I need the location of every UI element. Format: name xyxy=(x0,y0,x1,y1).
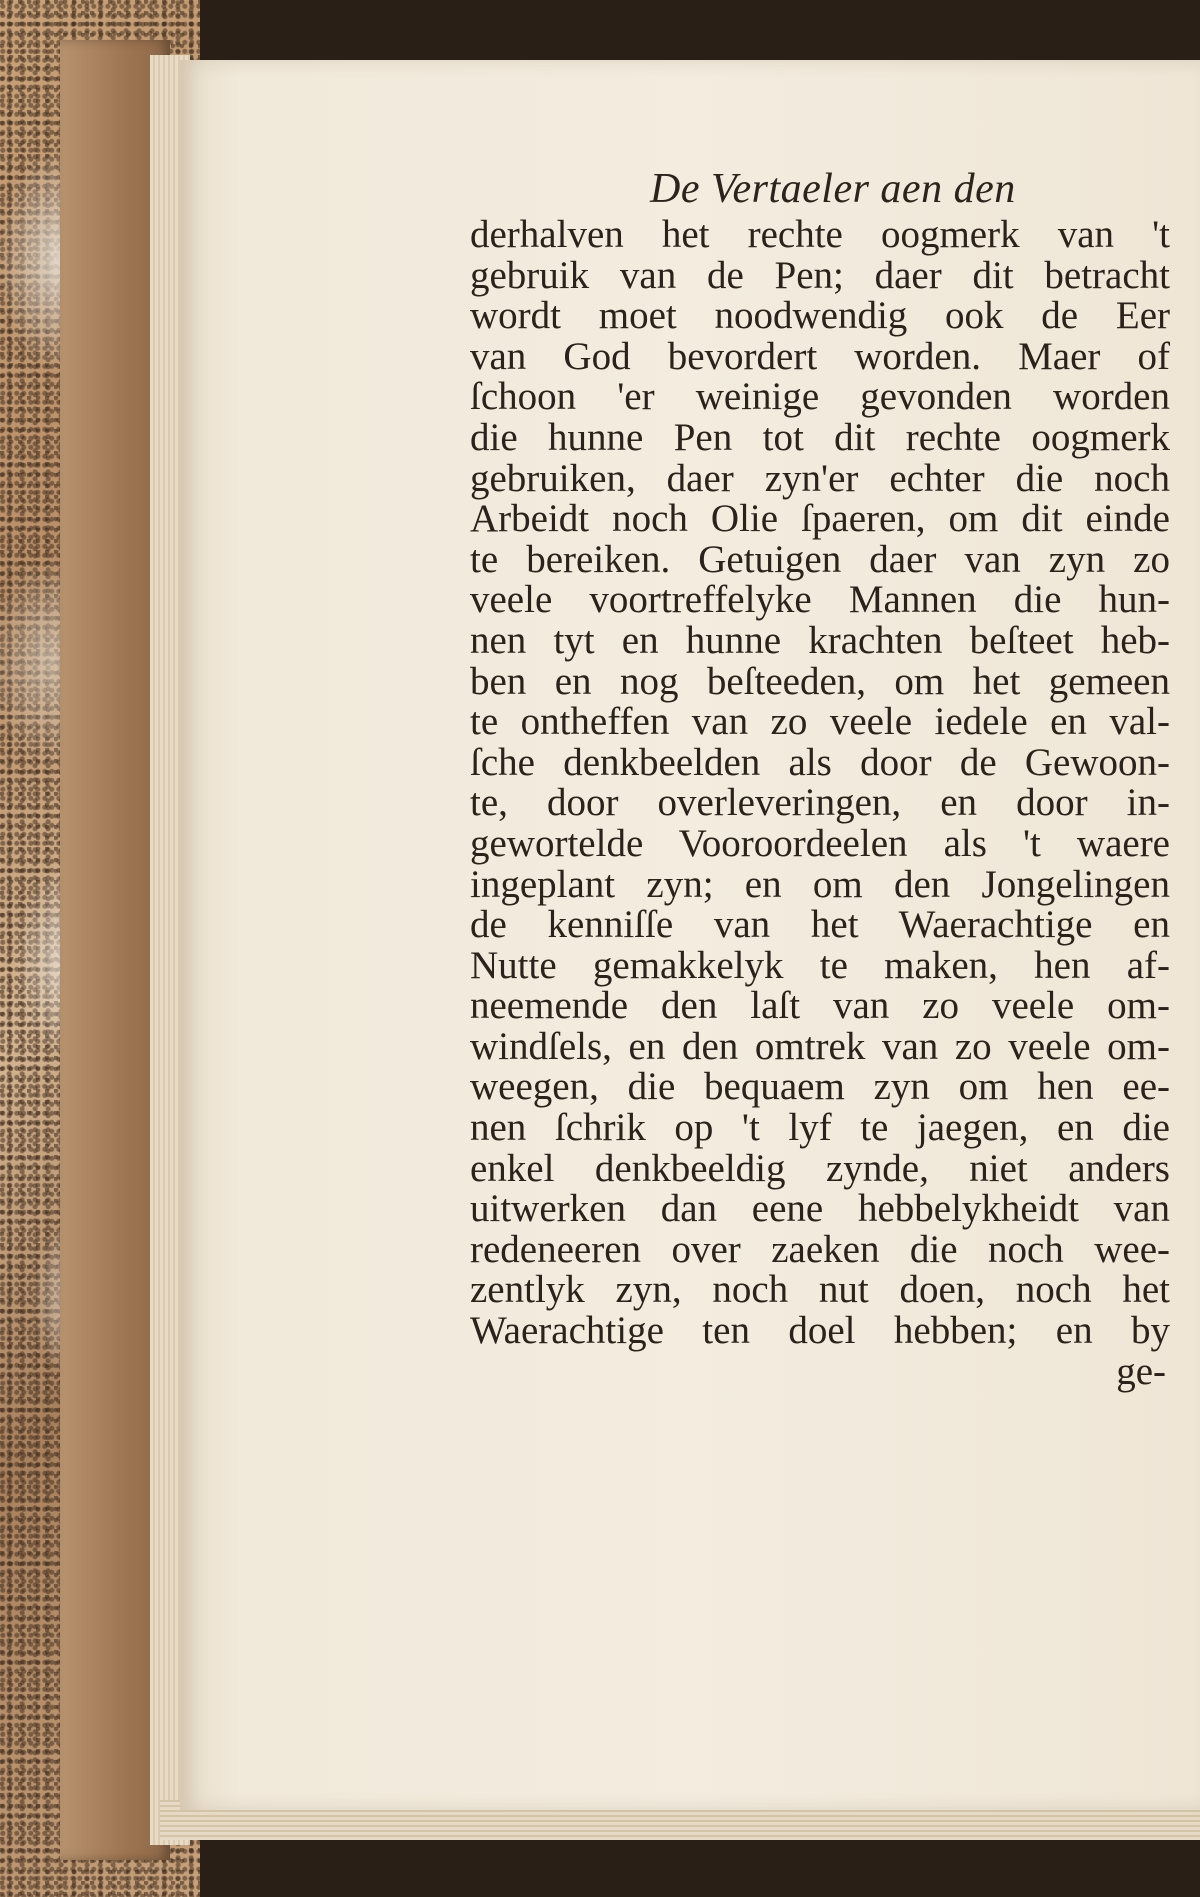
text-line: Waerachtige ten doel hebben; en by xyxy=(470,1309,1170,1353)
text-line: te bereiken. Getuigen daer van zyn zo xyxy=(470,537,1170,581)
text-line: ſchoon 'er weinige gevonden worden xyxy=(470,375,1170,419)
text-line: wordt moet noodwendig ook de Eer xyxy=(470,294,1170,338)
text-line: te ontheffen van zo veele iedele en val- xyxy=(470,700,1170,744)
text-line: redeneeren over zaeken die noch wee- xyxy=(470,1227,1170,1271)
text-line: de kenniſſe van het Waerachtige en xyxy=(470,903,1170,947)
body-text xyxy=(470,215,1170,1392)
text-line: windſels, en den omtrek van zo veele om- xyxy=(470,1024,1170,1068)
text-line: derhalven het rechte oogmerk van 't xyxy=(470,213,1170,256)
text-line: gebruik van de Pen; daer dit betracht xyxy=(470,253,1170,297)
text-line: gewortelde Vooroordeelen als 't waere xyxy=(470,821,1170,865)
text-line: nen tyt en hunne krachten beſteet heb- xyxy=(470,618,1170,662)
text-line: uitwerken dan eene hebbelykheidt van xyxy=(470,1187,1170,1231)
text-line: nen ſchrik op 't lyf te jaegen, en die xyxy=(470,1106,1170,1150)
text-line: gebruiken, daer zyn'er echter die noch xyxy=(470,456,1170,500)
text-line: veele voortreffelyke Mannen die hun- xyxy=(470,578,1170,622)
text-line: te, door overleveringen, en door in- xyxy=(470,781,1170,825)
text-line: zentlyk zyn, noch nut doen, noch het xyxy=(470,1268,1170,1312)
text-line: ingeplant zyn; en om den Jongelingen xyxy=(470,862,1170,906)
text-line: Nutte gemakkelyk te maken, hen af- xyxy=(470,943,1170,987)
text-line: van God bevordert worden. Maer of xyxy=(470,334,1170,378)
text-line: enkel denkbeeldig zynde, niet anders xyxy=(470,1146,1170,1190)
text-line: ſche denkbeelden als door de Gewoon- xyxy=(470,740,1170,784)
text-line: neemende den laſt van zo veele om- xyxy=(470,984,1170,1028)
text-line: weegen, die bequaem zyn om hen ee- xyxy=(470,1065,1170,1109)
text-line: die hunne Pen tot dit rechte oogmerk xyxy=(470,415,1170,459)
text-line: Arbeidt noch Olie ſpaeren, om dit einde xyxy=(470,497,1170,541)
catchword: ge- xyxy=(1116,1349,1166,1393)
running-head: De Vertaeler aen den xyxy=(650,166,1016,212)
text-line: ben en nog beſteeden, om het gemeen xyxy=(470,659,1170,703)
